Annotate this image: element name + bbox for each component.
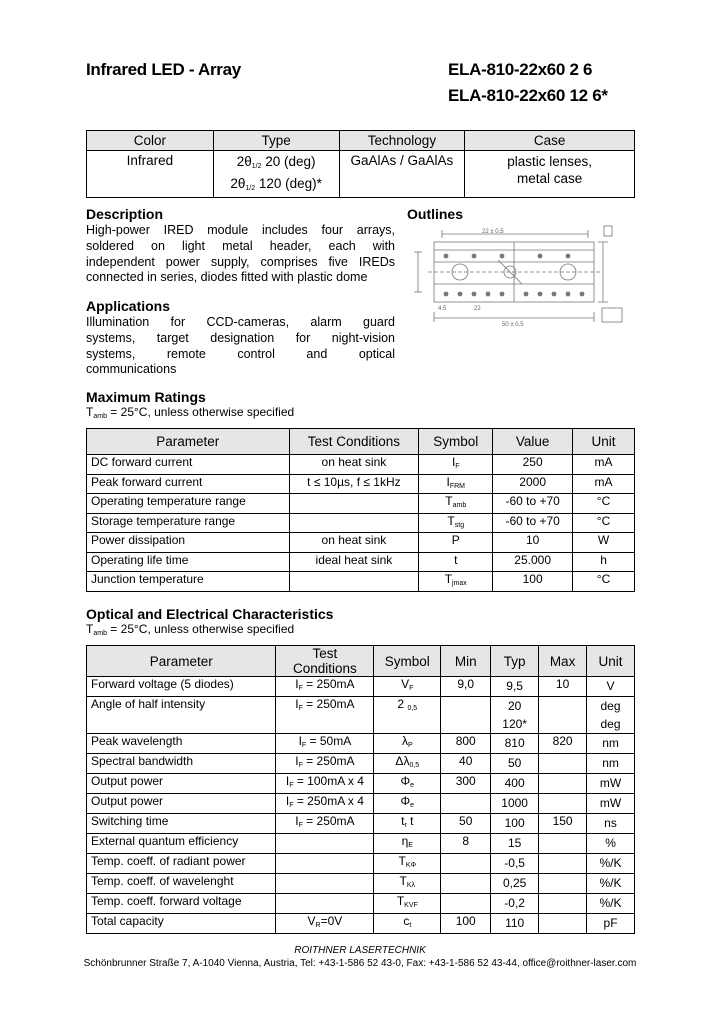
table-row bbox=[87, 474, 635, 494]
opt-typ-line1: 9,5 bbox=[506, 679, 523, 693]
opt-typ bbox=[491, 914, 539, 934]
outlines-heading: Outlines bbox=[407, 206, 464, 222]
opt-symbol-sub: 0,5 bbox=[409, 762, 420, 769]
max-cond bbox=[289, 572, 419, 592]
opt-header-max: Max bbox=[539, 646, 587, 677]
max-param: Operating temperature range bbox=[87, 494, 290, 514]
opt-cond-base: V bbox=[307, 914, 316, 928]
opt-typ-line1: 810 bbox=[504, 736, 525, 750]
opt-symbol bbox=[374, 914, 441, 934]
opt-unit-line2: deg bbox=[600, 717, 621, 731]
opt-cond-post: = 50mA bbox=[306, 734, 352, 748]
opt-symbol bbox=[374, 697, 441, 734]
max-ratings-condition: $T_{amb} = 25^\circ C$, unless otherwise specified bbox=[86, 405, 295, 420]
max-symbol bbox=[419, 494, 493, 514]
opt-unit bbox=[587, 874, 635, 894]
outline-dim-top: 22 ± 0.5 bbox=[482, 229, 504, 235]
opt-max bbox=[539, 774, 587, 794]
opt-unit bbox=[587, 914, 635, 934]
opt-symbol-base: Φ bbox=[400, 774, 411, 788]
max-value: -60 to +70 bbox=[493, 513, 573, 533]
optical-table bbox=[86, 645, 635, 934]
description-text: High-power IRED module includes four arrays, soldered on light metal header, each with independent power supply, comprises five IREDs connected in series, diodes fitted with plastic dome bbox=[86, 223, 395, 285]
opt-typ-line1: 15 bbox=[507, 836, 522, 850]
opt-header-test-conditions: Test Conditions bbox=[276, 646, 374, 677]
opt-symbol-sub: P bbox=[407, 742, 413, 749]
opt-typ-line1: 110 bbox=[505, 916, 525, 930]
opt-typ-line1: 400 bbox=[504, 776, 525, 790]
max-value: -60 to +70 bbox=[493, 494, 573, 514]
opt-typ-line1: 20 bbox=[507, 699, 522, 713]
opt-header-symbol: Symbol bbox=[374, 646, 441, 677]
max-cond bbox=[289, 513, 419, 533]
opt-param: Temp. coeff. of radiant power bbox=[87, 854, 276, 874]
table-row bbox=[87, 677, 635, 697]
table-row bbox=[87, 734, 635, 754]
opt-cond bbox=[276, 874, 374, 894]
max-param: Junction temperature bbox=[87, 572, 290, 592]
opt-min: 300 bbox=[441, 774, 491, 794]
table-row bbox=[87, 874, 635, 894]
opt-symbol-post: t bbox=[406, 814, 414, 828]
max-symbol-base: I bbox=[451, 455, 456, 469]
opt-symbol-sub: r bbox=[404, 822, 407, 829]
opt-cond-sub: F bbox=[298, 685, 303, 692]
opt-unit-line1: %/K bbox=[599, 856, 622, 870]
opt-symbol bbox=[374, 814, 441, 834]
max-unit: mA bbox=[573, 455, 635, 475]
opt-cond bbox=[276, 697, 374, 734]
opt-symbol-base: V bbox=[401, 677, 410, 691]
opt-typ bbox=[491, 814, 539, 834]
max-param: Operating life time bbox=[87, 552, 290, 572]
opt-min: 9,0 bbox=[441, 677, 491, 697]
opt-header-parameter: Parameter bbox=[87, 646, 276, 677]
opt-unit-line1: % bbox=[605, 836, 616, 850]
opt-symbol-base: T bbox=[399, 874, 407, 888]
max-ratings-table bbox=[86, 428, 635, 592]
opt-param: Angle of half intensity bbox=[87, 697, 276, 734]
opt-param: Output power bbox=[87, 794, 276, 814]
opt-min bbox=[441, 874, 491, 894]
opt-unit bbox=[587, 734, 635, 754]
opt-unit bbox=[587, 774, 635, 794]
opt-cond-base: I bbox=[298, 734, 302, 748]
opt-symbol bbox=[374, 874, 441, 894]
opt-symbol-sub: e bbox=[410, 782, 415, 789]
max-symbol-base: t bbox=[454, 552, 458, 567]
opt-symbol-base: λ bbox=[401, 734, 408, 748]
table-row bbox=[87, 494, 635, 514]
max-symbol-base: I bbox=[446, 474, 450, 489]
document-title: Infrared LED - Array bbox=[86, 60, 241, 79]
outline-drawing bbox=[410, 222, 630, 332]
max-symbol-base: T bbox=[445, 494, 453, 508]
max-unit: °C bbox=[573, 494, 635, 514]
opt-param: Temp. coeff. of wavelenght bbox=[87, 874, 276, 894]
opt-typ bbox=[491, 794, 539, 814]
opt-typ bbox=[491, 894, 539, 914]
opt-symbol-sub: KVF bbox=[404, 902, 418, 909]
opt-symbol-sub: t bbox=[409, 922, 412, 929]
summary-header-case: Case bbox=[465, 131, 635, 151]
summary-header-color: Color bbox=[87, 131, 214, 151]
opt-symbol-sub: e bbox=[410, 802, 415, 809]
max-value: 10 bbox=[493, 533, 573, 553]
max-cond: t ≤ 10µs, f ≤ 1kHz bbox=[289, 474, 419, 494]
opt-unit bbox=[587, 754, 635, 774]
opt-symbol bbox=[374, 834, 441, 854]
opt-typ-line1: 0,25 bbox=[502, 876, 527, 890]
max-header-parameter: Parameter bbox=[87, 429, 290, 455]
opt-symbol bbox=[374, 754, 441, 774]
opt-min bbox=[441, 794, 491, 814]
max-header-symbol: Symbol bbox=[419, 429, 493, 455]
part-number-2: ELA-810-22x60 12 6* bbox=[448, 86, 608, 105]
opt-typ bbox=[491, 854, 539, 874]
opt-symbol-base: η bbox=[401, 834, 409, 848]
opt-typ-line1: -0,2 bbox=[504, 896, 525, 910]
opt-unit-line1: ns bbox=[604, 816, 617, 830]
opt-cond-base: I bbox=[285, 774, 290, 788]
opt-cond bbox=[276, 774, 374, 794]
opt-symbol-base: Δλ bbox=[395, 754, 410, 768]
max-param: Peak forward current bbox=[87, 474, 290, 494]
opt-symbol-sub: Kλ bbox=[406, 882, 416, 889]
opt-header-typ: Typ bbox=[491, 646, 539, 677]
opt-max bbox=[539, 894, 587, 914]
opt-unit-line1: deg bbox=[600, 699, 621, 713]
opt-unit-line1: nm bbox=[602, 736, 619, 750]
opt-unit bbox=[587, 834, 635, 854]
opt-cond-base: I bbox=[295, 697, 299, 711]
max-value: 250 bbox=[493, 455, 573, 475]
opt-unit bbox=[587, 794, 635, 814]
max-symbol bbox=[419, 513, 493, 533]
max-cond: on heat sink bbox=[289, 455, 419, 475]
max-unit: °C bbox=[573, 572, 635, 592]
opt-max bbox=[539, 697, 587, 734]
opt-unit-line1: mW bbox=[599, 776, 622, 790]
opt-typ-line1: -0,5 bbox=[504, 856, 525, 870]
max-cond: on heat sink bbox=[289, 533, 419, 553]
opt-typ bbox=[491, 697, 539, 734]
max-cond: ideal heat sink bbox=[289, 552, 419, 572]
max-param: Power dissipation bbox=[87, 533, 290, 553]
max-header-value: Value bbox=[493, 429, 573, 455]
opt-symbol bbox=[374, 854, 441, 874]
table-row bbox=[87, 572, 635, 592]
opt-symbol bbox=[374, 894, 441, 914]
opt-symbol-base: T bbox=[396, 894, 405, 908]
table-row bbox=[87, 794, 635, 814]
opt-min: 100 bbox=[441, 914, 491, 934]
opt-max: 10 bbox=[539, 677, 587, 697]
opt-cond bbox=[276, 677, 374, 697]
max-symbol-sub: F bbox=[455, 463, 460, 470]
max-symbol-sub: stg bbox=[454, 521, 465, 529]
opt-typ-line1: 100 bbox=[504, 816, 525, 830]
opt-symbol-sub: E bbox=[408, 842, 413, 849]
max-symbol bbox=[419, 572, 493, 592]
opt-min: 8 bbox=[441, 834, 491, 854]
opt-symbol-base: T bbox=[398, 854, 406, 868]
table-row bbox=[87, 854, 635, 874]
opt-param: Temp. coeff. forward voltage bbox=[87, 894, 276, 914]
max-header-test-conditions: Test Conditions bbox=[289, 429, 419, 455]
opt-typ bbox=[491, 834, 539, 854]
opt-unit-line1: pF bbox=[603, 916, 618, 930]
table-row bbox=[87, 533, 635, 553]
summary-color: Infrared bbox=[87, 151, 214, 198]
summary-type: $2\theta_{1/2}$ 20 (deg) $2\theta_{1/2}$ 120 (deg)* bbox=[213, 151, 339, 198]
opt-cond-sub: F bbox=[298, 822, 303, 829]
max-unit: h bbox=[573, 552, 635, 572]
opt-max bbox=[539, 754, 587, 774]
optical-heading: Optical and Electrical Characteristics bbox=[86, 606, 334, 622]
opt-min: 50 bbox=[441, 814, 491, 834]
opt-typ bbox=[491, 874, 539, 894]
max-unit: mA bbox=[573, 474, 635, 494]
opt-symbol-sub: KΦ bbox=[405, 862, 417, 869]
max-symbol bbox=[419, 552, 493, 572]
opt-cond-post: =0V bbox=[320, 914, 343, 928]
max-symbol bbox=[419, 474, 493, 494]
opt-symbol-base: t bbox=[401, 814, 405, 828]
opt-max: 150 bbox=[539, 814, 587, 834]
max-symbol-sub: amb bbox=[452, 502, 467, 509]
opt-unit bbox=[587, 814, 635, 834]
opt-unit-line1: %/K bbox=[599, 896, 622, 910]
max-unit: °C bbox=[573, 513, 635, 533]
max-symbol-sub: jmax bbox=[452, 580, 467, 587]
opt-unit-line1: V bbox=[606, 679, 615, 693]
opt-cond-sub: F bbox=[298, 762, 303, 769]
opt-min: 800 bbox=[441, 734, 491, 754]
opt-typ-line1: 1000 bbox=[501, 796, 528, 810]
opt-cond bbox=[276, 914, 374, 934]
opt-symbol-base: c bbox=[403, 914, 410, 928]
opt-typ-line1: 50 bbox=[507, 756, 522, 770]
max-value: 25.000 bbox=[493, 552, 573, 572]
summary-table bbox=[86, 130, 635, 198]
opt-cond-base: I bbox=[295, 677, 299, 691]
max-param: DC forward current bbox=[87, 455, 290, 475]
opt-param: External quantum efficiency bbox=[87, 834, 276, 854]
opt-param: Output power bbox=[87, 774, 276, 794]
table-row bbox=[87, 697, 635, 734]
opt-param: Switching time bbox=[87, 814, 276, 834]
opt-param: Forward voltage (5 diodes) bbox=[87, 677, 276, 697]
opt-cond-post: = 250mA bbox=[302, 677, 355, 691]
opt-cond-post: = 250mA x 4 bbox=[293, 794, 364, 808]
max-value: 2000 bbox=[493, 474, 573, 494]
opt-typ-line2: 120* bbox=[502, 717, 527, 731]
opt-cond bbox=[276, 814, 374, 834]
max-unit: W bbox=[573, 533, 635, 553]
table-row bbox=[87, 513, 635, 533]
max-symbol bbox=[419, 455, 493, 475]
opt-cond-sub: F bbox=[289, 802, 294, 809]
opt-min bbox=[441, 854, 491, 874]
opt-unit bbox=[587, 677, 635, 697]
max-symbol bbox=[419, 533, 493, 553]
opt-typ bbox=[491, 774, 539, 794]
opt-cond-post: = 250mA bbox=[302, 814, 355, 828]
opt-cond bbox=[276, 754, 374, 774]
opt-cond bbox=[276, 834, 374, 854]
opt-symbol-base: 2 bbox=[397, 697, 408, 711]
max-symbol-sub: FRM bbox=[449, 482, 466, 490]
opt-cond-post: = 250mA bbox=[302, 697, 355, 711]
opt-unit bbox=[587, 854, 635, 874]
opt-max bbox=[539, 794, 587, 814]
table-row bbox=[87, 774, 635, 794]
summary-case: plastic lenses, metal case bbox=[465, 151, 635, 198]
opt-max bbox=[539, 854, 587, 874]
optical-condition: $T_{amb} = 25^\circ C$, unless otherwise specified bbox=[86, 622, 295, 637]
applications-heading: Applications bbox=[86, 298, 171, 314]
opt-param: Peak wavelength bbox=[87, 734, 276, 754]
opt-max bbox=[539, 834, 587, 854]
table-row bbox=[87, 914, 635, 934]
opt-typ bbox=[491, 754, 539, 774]
opt-cond-base: I bbox=[295, 814, 299, 828]
table-row bbox=[87, 455, 635, 475]
opt-cond-sub: F bbox=[289, 782, 294, 789]
footer-address: Schönbrunner Straße 7, A-1040 Vienna, Austria, Tel: +43-1-586 52 43-0, Fax: +43-1-586 52 43-44, office@roithner-laser.com bbox=[83, 958, 637, 969]
opt-symbol-sub: F bbox=[409, 685, 414, 692]
opt-cond bbox=[276, 854, 374, 874]
opt-min bbox=[441, 894, 491, 914]
max-header-unit: Unit bbox=[573, 429, 635, 455]
table-row bbox=[87, 754, 635, 774]
opt-param: Spectral bandwidth bbox=[87, 754, 276, 774]
applications-text: Illumination for CCD-cameras, alarm guard systems, target designation for night-vision systems, remote control and optical communications bbox=[86, 315, 395, 377]
max-symbol-base: T bbox=[447, 513, 455, 528]
opt-symbol bbox=[374, 677, 441, 697]
opt-cond-base: I bbox=[285, 794, 290, 808]
opt-cond bbox=[276, 794, 374, 814]
opt-cond bbox=[276, 734, 374, 754]
opt-unit-line1: %/K bbox=[599, 876, 622, 890]
summary-header-type: Type bbox=[213, 131, 339, 151]
opt-typ bbox=[491, 677, 539, 697]
outline-dim-mid: 22 bbox=[474, 306, 481, 312]
summary-technology: GaAlAs / GaAlAs bbox=[339, 151, 465, 198]
opt-symbol bbox=[374, 734, 441, 754]
table-row bbox=[87, 834, 635, 854]
opt-max: 820 bbox=[539, 734, 587, 754]
opt-param: Total capacity bbox=[87, 914, 276, 934]
opt-unit-line1: nm bbox=[602, 756, 619, 770]
opt-symbol bbox=[374, 774, 441, 794]
description-heading: Description bbox=[86, 206, 164, 222]
max-ratings-heading: Maximum Ratings bbox=[86, 389, 206, 405]
max-symbol-base: T bbox=[444, 572, 453, 586]
opt-unit-line1: mW bbox=[599, 796, 622, 810]
max-value: 100 bbox=[493, 572, 573, 592]
opt-cond bbox=[276, 894, 374, 914]
max-symbol-base: P bbox=[451, 533, 460, 547]
max-param: Storage temperature range bbox=[87, 513, 290, 533]
opt-cond-sub: F bbox=[298, 705, 303, 712]
footer-company: ROITHNER LASERTECHNIK bbox=[294, 945, 426, 956]
opt-symbol-base: Φ bbox=[400, 794, 411, 808]
opt-symbol bbox=[374, 794, 441, 814]
opt-max bbox=[539, 914, 587, 934]
max-cond bbox=[289, 494, 419, 514]
opt-header-min: Min bbox=[441, 646, 491, 677]
opt-unit bbox=[587, 697, 635, 734]
part-number-1: ELA-810-22x60 2 6 bbox=[448, 60, 593, 79]
summary-header-technology: Technology bbox=[339, 131, 465, 151]
opt-header-unit: Unit bbox=[587, 646, 635, 677]
opt-cond-post: = 250mA bbox=[302, 754, 355, 768]
opt-min bbox=[441, 697, 491, 734]
table-row bbox=[87, 814, 635, 834]
opt-min: 40 bbox=[441, 754, 491, 774]
table-row bbox=[87, 552, 635, 572]
opt-typ bbox=[491, 734, 539, 754]
outline-dim-left: 4.5 bbox=[438, 306, 447, 312]
table-row bbox=[87, 894, 635, 914]
opt-cond-sub: R bbox=[315, 922, 321, 929]
opt-cond-post: = 100mA x 4 bbox=[293, 774, 364, 788]
opt-cond-sub: F bbox=[301, 742, 307, 749]
outline-dim-bottom: 50 ± 0.5 bbox=[502, 322, 524, 328]
opt-unit bbox=[587, 894, 635, 914]
opt-symbol-sub: 0,5 bbox=[407, 705, 418, 712]
opt-cond-base: I bbox=[295, 754, 299, 768]
opt-max bbox=[539, 874, 587, 894]
